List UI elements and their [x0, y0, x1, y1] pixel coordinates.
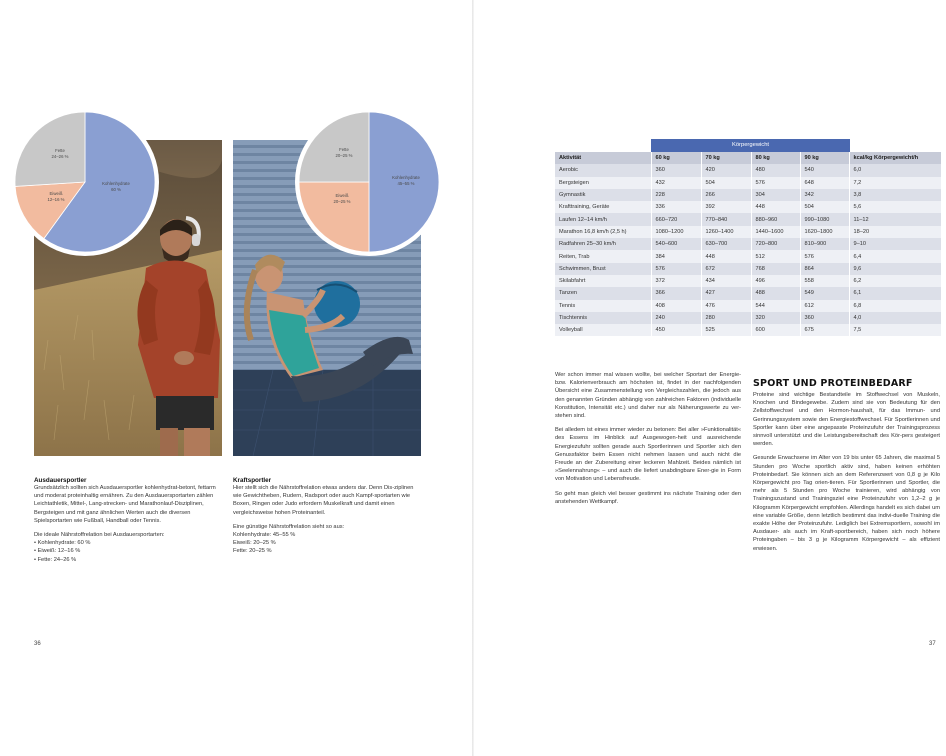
table-row	[555, 287, 941, 299]
table-cell: 427	[701, 287, 751, 299]
table-cell: 7,2	[849, 177, 941, 189]
table-cell: 240	[651, 312, 701, 324]
table-cell: 1080–1200	[651, 226, 701, 238]
table-cell: 630–700	[701, 238, 751, 250]
table-cell: 372	[651, 275, 701, 287]
table-cell: 660–720	[651, 213, 701, 225]
pie-chart-strength	[294, 107, 444, 257]
table-cell: 6,4	[849, 250, 941, 262]
table-cell: 6,8	[849, 300, 941, 312]
section-heading: SPORT UND PROTEINBEDARF	[753, 378, 913, 389]
table-cell: 9–10	[849, 238, 941, 250]
strength-heading: Kraftsportler	[233, 477, 272, 484]
table-cell: 480	[751, 164, 800, 176]
endurance-heading: Ausdauersportler	[34, 477, 87, 484]
table-cell: 304	[751, 189, 800, 201]
table-cell: 880–960	[751, 213, 800, 225]
paragraph: Proteine sind wichtige Bestandteile im Stoffwechsel von Muskeln, Knochen und Bindegewebe. Zudem sind sie von Bedeutung für den Zellstoffwechsel und den Hormon-haushalt, für das Immun- und Gerinnungssystem sowie den Energiestoffwechsel. Für Sportlerinnen und Sportler kann über eine angepasste Proteinzufuhr der Trainingsprozess sinnvoll unterstützt und die Leistungsbereitschaft des Kör-pers gesteigert werden.	[753, 392, 940, 448]
table-cell: 384	[651, 250, 701, 262]
table-col-header: 90 kg	[800, 152, 849, 164]
table-cell: 770–840	[701, 213, 751, 225]
table-cell: Skilabfahrt	[555, 275, 651, 287]
pie-slice-1	[299, 182, 369, 252]
table-cell: 612	[800, 300, 849, 312]
pie1-value-fat: 24–26 %	[51, 154, 69, 159]
pie-chart-endurance	[10, 107, 160, 257]
table-cell: 558	[800, 275, 849, 287]
table-col-header: kcal/kg Körpergewicht/h	[849, 152, 941, 164]
table-row	[555, 263, 941, 275]
pie2-value-protein: 20–25 %	[333, 199, 351, 204]
table-cell: 768	[751, 263, 800, 275]
table-cell: 360	[651, 164, 701, 176]
endurance-list	[34, 539, 224, 564]
table-row	[555, 312, 941, 324]
table-row	[555, 201, 941, 213]
endurance-intro: Grundsätzlich sollten sich Ausdauersportler kohlenhydrat-betont, fettarm und moderat proteinhaltig ernähren. Zu den Ausdauersportarten zählen Leichtathletik, Mittel-, Lang-strecken- und Marathonlauf-Disziplinen, Bergsteigen und mit ganz ähnlichen Werten auch die diversen Spielsportarten wie Fußball, Handball oder Tennis.	[34, 485, 216, 524]
pie2-label-carbs: Kohlenhydrate	[392, 175, 420, 180]
energy-table	[555, 152, 941, 336]
table-col-header: 80 kg	[751, 152, 800, 164]
table-cell: 1620–1800	[800, 226, 849, 238]
pie-slice-2	[15, 112, 85, 186]
pie-slice-2	[299, 112, 369, 182]
page-number-right: 37	[929, 641, 936, 647]
pie1-label-protein: Eiweiß	[49, 191, 63, 196]
table-cell: Krafttraining, Geräte	[555, 201, 651, 213]
table-cell: Aerobic	[555, 164, 651, 176]
pie1-label-carbs: Kohlenhydrate	[102, 181, 130, 186]
table-cell: 4,0	[849, 312, 941, 324]
table-cell: 576	[800, 250, 849, 262]
table-cell: 540	[800, 164, 849, 176]
table-col-header: Aktivität	[555, 152, 651, 164]
table-cell: Marathon 16,8 km/h (2,5 h)	[555, 226, 651, 238]
table-cell: 488	[751, 287, 800, 299]
table-cell: 6,0	[849, 164, 941, 176]
table-group-header-label: Körpergewicht	[731, 142, 770, 148]
paragraph: So geht man gleich viel besser gestimmt ins nächste Training oder den anstehenden Wettkampf.	[555, 490, 741, 505]
list-item: • Eiweiß: 12–16 %	[34, 547, 224, 555]
table-cell: 720–800	[751, 238, 800, 250]
table-cell: 1440–1600	[751, 226, 800, 238]
table-cell: 434	[701, 275, 751, 287]
table-row	[555, 300, 941, 312]
table-cell: Schwimmen, Brust	[555, 263, 651, 275]
table-row	[555, 238, 941, 250]
paragraph: Wer schon immer mal wissen wollte, bei welcher Sportart der Energie- bzw. Kalorienverbrauch am höchsten ist, findet in der nachfolgenden Übersicht eine Zusammenstellung von Vergleichszahlen, die jedoch aus den genannten Gründen abhängig von zahlreichen Faktoren (individuelle Konstitution, Intensität etc.) und daher nur als Näherungswerte zu ver-stehen sind.	[555, 372, 741, 420]
table-cell: 18–20	[849, 226, 941, 238]
table-cell: 600	[751, 324, 800, 336]
strength-column	[233, 477, 423, 556]
pie1-value-carbs: 60 %	[111, 187, 121, 192]
table-cell: 540–600	[651, 238, 701, 250]
list-item: Eiweiß: 20–25 %	[233, 540, 276, 547]
table-cell: 1260–1400	[701, 226, 751, 238]
protein-column	[753, 378, 940, 559]
table-cell: 648	[800, 177, 849, 189]
table-cell: Bergsteigen	[555, 177, 651, 189]
table-cell: 228	[651, 189, 701, 201]
table-cell: 11–12	[849, 213, 941, 225]
table-cell: 810–900	[800, 238, 849, 250]
table-cell: Tischtennis	[555, 312, 651, 324]
table-cell: 450	[651, 324, 701, 336]
table-cell: 549	[800, 287, 849, 299]
table-header-row	[555, 152, 941, 164]
table-cell: 6,1	[849, 287, 941, 299]
table-cell: 672	[701, 263, 751, 275]
table-cell: 5,6	[849, 201, 941, 213]
table-row	[555, 275, 941, 287]
page-number-left: 36	[34, 641, 41, 647]
table-cell: 675	[800, 324, 849, 336]
table-row	[555, 164, 941, 176]
table-cell: 448	[701, 250, 751, 262]
strength-relation-label: Eine günstige Nährstoffrelation sieht so aus:	[233, 523, 345, 530]
energy-text-column	[555, 371, 741, 512]
table-cell: 504	[800, 201, 849, 213]
list-item: Fette: 20–25 %	[233, 548, 272, 555]
table-cell: 864	[800, 263, 849, 275]
table-cell: 512	[751, 250, 800, 262]
table-cell: 525	[701, 324, 751, 336]
table-cell: 280	[701, 312, 751, 324]
table-cell: 336	[651, 201, 701, 213]
endurance-column	[34, 477, 224, 564]
table-group-header	[651, 139, 850, 152]
table-cell: 576	[651, 263, 701, 275]
list-item: • Kohlenhydrate: 60 %	[34, 539, 224, 547]
strength-intro: Hier stellt sich die Nährstoffrelation etwas anders dar. Denn Dis-ziplinen wie Gewichtheben, Rudern, Radsport oder auch Kampf-sportarten wie Boxen, Ringen oder Judo erfordern Muskelkraft und damit einen vergleichsweise hohen Proteinanteil.	[233, 485, 414, 516]
table-cell: Gymnastik	[555, 189, 651, 201]
table-col-header: 70 kg	[701, 152, 751, 164]
table-cell: 496	[751, 275, 800, 287]
table-cell: 432	[651, 177, 701, 189]
table-cell: Tennis	[555, 300, 651, 312]
table-cell: Reiten, Trab	[555, 250, 651, 262]
table-row	[555, 324, 941, 336]
table-cell: 448	[751, 201, 800, 213]
table-cell: Tanzen	[555, 287, 651, 299]
list-item: Kohlenhydrate: 45–55 %	[233, 532, 296, 539]
table-cell: 420	[701, 164, 751, 176]
table-row	[555, 189, 941, 201]
table-cell: 320	[751, 312, 800, 324]
table-cell: Laufen 12–14 km/h	[555, 213, 651, 225]
page-gutter	[472, 0, 474, 756]
table-cell: 266	[701, 189, 751, 201]
endurance-relation-label: Die ideale Nährstoffrelation bei Ausdauersportarten:	[34, 532, 165, 539]
table-cell: 342	[800, 189, 849, 201]
table-cell: 3,8	[849, 189, 941, 201]
table-row	[555, 226, 941, 238]
table-cell: 476	[701, 300, 751, 312]
pie2-label-protein: Eiweiß	[335, 193, 349, 198]
table-cell: 504	[701, 177, 751, 189]
table-cell: 392	[701, 201, 751, 213]
table-row	[555, 177, 941, 189]
table-cell: 360	[800, 312, 849, 324]
table-cell: 6,2	[849, 275, 941, 287]
pie1-value-protein: 12–16 %	[47, 197, 65, 202]
pie2-value-fat: 20–25 %	[335, 153, 353, 158]
paragraph: Gesunde Erwachsene im Alter von 19 bis unter 65 Jahren, die maximal 5 Stunden pro Woche sportlich aktiv sind, haben keinen erhöhten Proteinbedarf. Sie können sich an dem Referenzwert von 0,8 g je Kilo Körpergewicht pro Tag orien-tieren. Für Sportlerinnen und Sportler, die mehr als 5 Stunden pro Woche trainieren, wird abhängig von Trainingszustand und Trainingsziel eine Proteinzufuhr von 1,2–2 g je Kilogramm Körpergewicht empfohlen. Allerdings handelt es sich dabei um eine variable Größe, denn letztlich bestimmt das indivi-duelle Training die exakte Höhe der Proteinzufuhr. Lediglich bei Extremsportlern, sowohl im Ausdauer- als auch im Kraft-sportbereich, haben sich noch höhere Proteingaben – bis 3 g je Kilogramm Körpergewicht – als effizient erwiesen.	[753, 455, 940, 552]
pie2-value-carbs: 45–55 %	[397, 181, 415, 186]
paragraph: Bei alledem ist eines immer wieder zu betonen: Bei aller »Funktionalität« des Essens im Hinblick auf Ausgewogen-heit und ausreichende Energiezufuhr sollten gerade auch Sportlerinnen und Sportler sich den Genussfaktor beim Essen nicht nehmen lassen und auch nicht die Freude an der Zubereitung einer leckeren Mahlzeit. Beides nämlich ist »Seelennahrung« – und auch die liefert unabdingbare Ener-gie in Form von Motivation und Lebensfreude.	[555, 427, 741, 483]
table-row	[555, 213, 941, 225]
table-row	[555, 250, 941, 262]
table-cell: 544	[751, 300, 800, 312]
table-cell: 408	[651, 300, 701, 312]
table-cell: Radfahren 25–30 km/h	[555, 238, 651, 250]
list-item: • Fette: 24–26 %	[34, 556, 224, 564]
table-col-header: 60 kg	[651, 152, 701, 164]
table-cell: 576	[751, 177, 800, 189]
table-cell: 7,5	[849, 324, 941, 336]
table-cell: 366	[651, 287, 701, 299]
table-cell: Volleyball	[555, 324, 651, 336]
pie1-label-fat: Fette	[55, 148, 65, 153]
table-cell: 9,6	[849, 263, 941, 275]
table-cell: 990–1080	[800, 213, 849, 225]
pie2-label-fat: Fette	[339, 147, 349, 152]
